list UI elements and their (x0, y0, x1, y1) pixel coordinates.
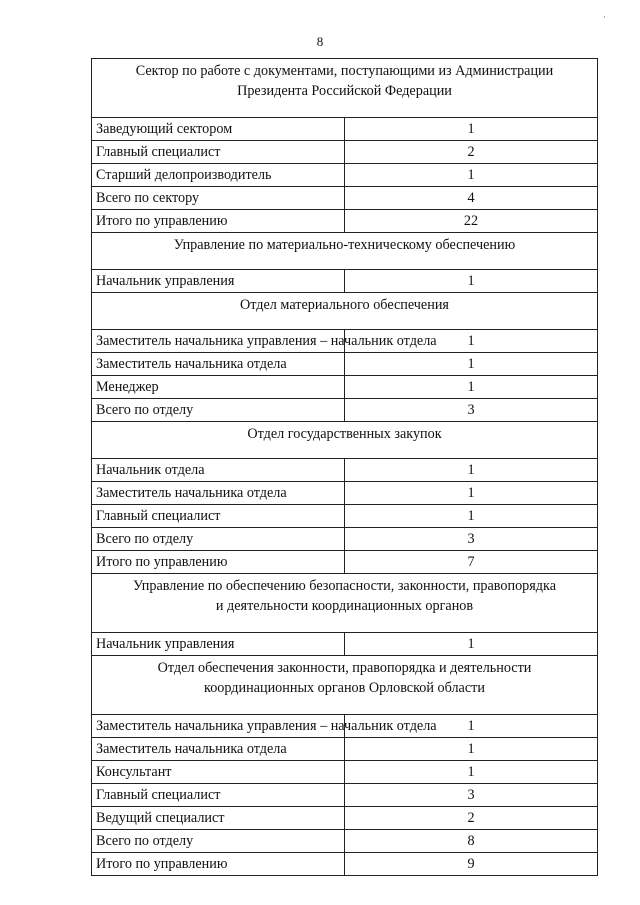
position-name: Начальник управления (92, 270, 345, 293)
section-header (92, 293, 598, 330)
position-count: 3 (345, 528, 598, 551)
position-name: Итого по управлению (92, 210, 345, 233)
position-count: 1 (345, 376, 598, 399)
staff-row (92, 164, 598, 187)
position-count: 1 (345, 353, 598, 376)
staff-row (92, 399, 598, 422)
staff-row (92, 528, 598, 551)
staff-row (92, 353, 598, 376)
position-count: 2 (345, 807, 598, 830)
section-header-row (92, 574, 598, 633)
section-header (92, 233, 598, 270)
position-name: Заведующий сектором (92, 118, 345, 141)
position-name: Итого по управлению (92, 551, 345, 574)
position-count: 9 (345, 853, 598, 876)
position-count: 2 (345, 141, 598, 164)
section-header-line: координационных органов Орловской области (204, 680, 485, 696)
position-name: Начальник управления (92, 633, 345, 656)
position-count: 3 (345, 784, 598, 807)
staff-row (92, 633, 598, 656)
position-count: 1 (345, 459, 598, 482)
section-header-row (92, 59, 598, 118)
position-name: Заместитель начальника отдела (92, 482, 345, 505)
section-header-line: Управление по материально-техническому обеспечению (173, 237, 516, 253)
position-name: Всего по отделу (92, 528, 345, 551)
position-count: 1 (345, 164, 598, 187)
position-name: Заместитель начальника управления – начальник отдела (92, 715, 345, 738)
section-header-row (92, 233, 598, 270)
section-header-line: Отдел обеспечения законности, правопорядка и деятельности (157, 660, 532, 676)
section-header-line: Управление по обеспечению безопасности, законности, правопорядка (133, 578, 556, 594)
section-header-line: Отдел материального обеспечения (240, 297, 449, 313)
position-name: Ведущий специалист (92, 807, 345, 830)
staff-row (92, 482, 598, 505)
position-name: Менеджер (92, 376, 345, 399)
staff-row (92, 459, 598, 482)
staff-row (92, 270, 598, 293)
position-count: 1 (345, 118, 598, 141)
section-header-row (92, 422, 598, 459)
staff-row (92, 830, 598, 853)
corner-mark: · (603, 12, 606, 22)
position-count: 1 (345, 270, 598, 293)
position-count: 1 (345, 738, 598, 761)
position-count: 4 (345, 187, 598, 210)
staff-row (92, 141, 598, 164)
position-name: Итого по управлению (92, 853, 345, 876)
staff-row (92, 761, 598, 784)
position-name: Заместитель начальника управления – начальник отдела (92, 330, 345, 353)
section-header-row (92, 656, 598, 715)
position-count: 1 (345, 633, 598, 656)
section-header-line: Сектор по работе с документами, поступающими из Администрации (135, 63, 554, 79)
section-header (92, 422, 598, 459)
staff-row (92, 505, 598, 528)
staff-table-body (92, 59, 598, 876)
section-header-line: Президента Российской Федерации (237, 83, 452, 99)
section-header-line: и деятельности координационных органов (215, 598, 474, 614)
position-count: 1 (345, 482, 598, 505)
position-count: 22 (345, 210, 598, 233)
position-name: Главный специалист (92, 784, 345, 807)
staff-row (92, 551, 598, 574)
position-name: Консультант (92, 761, 345, 784)
position-name: Старший делопроизводитель (92, 164, 345, 187)
staff-row (92, 330, 598, 353)
position-name: Начальник отдела (92, 459, 345, 482)
staff-row (92, 187, 598, 210)
page-number: 8 (316, 34, 324, 49)
position-count: 3 (345, 399, 598, 422)
staff-row (92, 853, 598, 876)
staff-row (92, 210, 598, 233)
position-name: Всего по отделу (92, 399, 345, 422)
position-count: 1 (345, 715, 598, 738)
position-count: 1 (345, 330, 598, 353)
staff-row (92, 738, 598, 761)
section-header-row (92, 293, 598, 330)
position-name: Всего по сектору (92, 187, 345, 210)
section-header (92, 656, 598, 715)
position-count: 1 (345, 505, 598, 528)
staff-row (92, 784, 598, 807)
staff-table (91, 58, 598, 876)
staff-row (92, 376, 598, 399)
position-name: Всего по отделу (92, 830, 345, 853)
staff-row (92, 807, 598, 830)
staff-row (92, 715, 598, 738)
position-name: Главный специалист (92, 505, 345, 528)
section-header (92, 59, 598, 118)
staff-row (92, 118, 598, 141)
position-count: 1 (345, 761, 598, 784)
position-name: Заместитель начальника отдела (92, 738, 345, 761)
position-count: 8 (345, 830, 598, 853)
position-name: Заместитель начальника отдела (92, 353, 345, 376)
section-header-line: Отдел государственных закупок (247, 426, 442, 442)
section-header (92, 574, 598, 633)
position-name: Главный специалист (92, 141, 345, 164)
position-count: 7 (345, 551, 598, 574)
